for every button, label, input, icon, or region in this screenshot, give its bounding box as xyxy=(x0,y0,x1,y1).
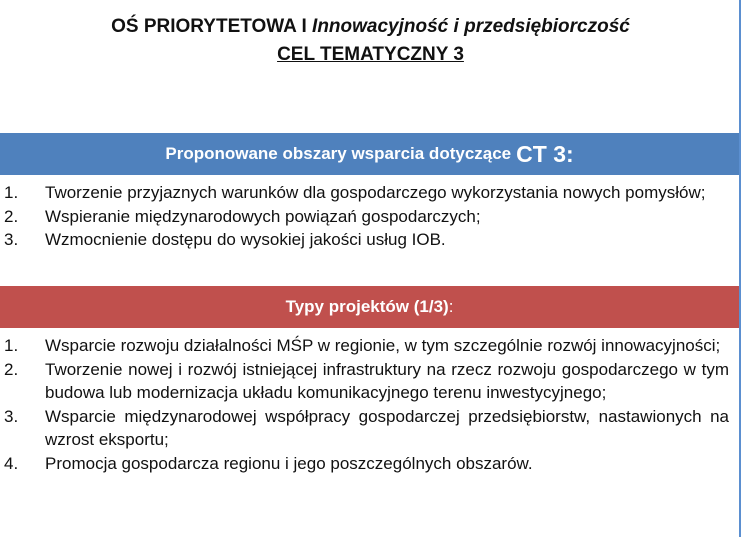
list-item-number: 3. xyxy=(4,406,19,426)
list-item-text: Wsparcie międzynarodowej współpracy gospodarczej przedsiębiorstw, nastawionych na wzrost eksportu; xyxy=(45,406,729,449)
list-item-text: Promocja gospodarcza regionu i jego poszczególnych obszarów. xyxy=(45,453,533,473)
project-types-list xyxy=(0,334,729,475)
list-item-number: 1. xyxy=(4,183,19,202)
list-item-text: Wspieranie międzynarodowych powiązań gospodarczych; xyxy=(45,206,481,226)
title-italic: Innowacyjność i przedsiębiorczość xyxy=(312,16,630,37)
title-prefix: OŚ PRIORYTETOWA I xyxy=(111,16,313,37)
project-types-heading-suffix: : xyxy=(448,297,454,316)
project-types-heading: Typy projektów (1/3) xyxy=(285,297,449,316)
subtitle-text: CEL TEMATYCZNY 3 xyxy=(277,44,464,65)
list-item-text: Wsparcie rozwoju działalności MŚP w regionie, w tym szczególnie rozwój innowacyjności; xyxy=(45,336,721,355)
list-item-number: 4. xyxy=(4,453,19,473)
support-areas-heading: Proponowane obszary wsparcia dotyczące xyxy=(165,144,512,163)
page-title xyxy=(0,14,741,40)
list-item-number: 2. xyxy=(4,359,19,379)
list-item xyxy=(0,452,729,476)
list-item xyxy=(0,358,729,405)
list-item xyxy=(0,205,729,229)
list-item xyxy=(0,181,729,205)
list-item xyxy=(0,405,729,452)
list-item-number: 1. xyxy=(4,336,19,355)
list-item-number: 3. xyxy=(4,230,19,249)
list-item-number: 2. xyxy=(4,206,19,226)
list-item-text: Tworzenie nowej i rozwój istniejącej infrastruktury na rzecz rozwoju gospodarczego w tym budowa lub modernizacja układu komunikacyjnego terenu inwestycyjnego; xyxy=(45,359,729,402)
support-areas-header xyxy=(0,133,739,175)
list-item xyxy=(0,334,729,358)
page-subtitle xyxy=(0,42,741,68)
support-areas-heading-ct: CT 3: xyxy=(516,140,574,167)
list-item xyxy=(0,228,729,252)
list-item-text: Wzmocnienie dostępu do wysokiej jakości usług IOB. xyxy=(45,230,446,249)
support-areas-list xyxy=(0,181,729,252)
list-item-text: Tworzenie przyjaznych warunków dla gospodarczego wykorzystania nowych pomysłów; xyxy=(45,183,706,202)
project-types-header xyxy=(0,286,739,328)
